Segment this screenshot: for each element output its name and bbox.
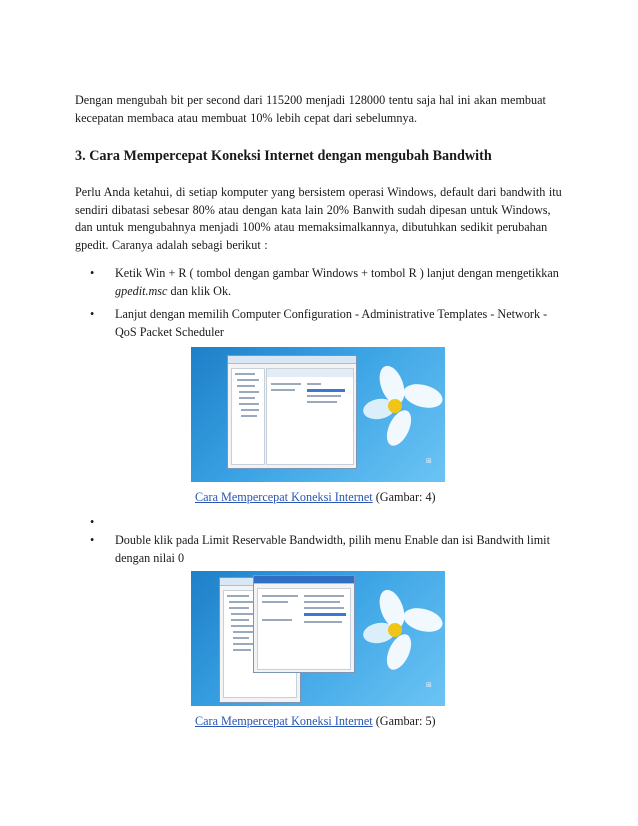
section-heading: 3. Cara Mempercepat Koneksi Internet dengan mengubah Bandwith: [75, 148, 492, 164]
bullet-dot: •: [90, 533, 95, 547]
bullet-dot: •: [90, 515, 95, 529]
bullet-text-part: dan klik Ok.: [167, 283, 232, 298]
article-link[interactable]: Cara Mempercepat Koneksi Internet: [195, 714, 373, 728]
window: [227, 355, 357, 469]
bullet-text-part: Ketik Win + R ( tombol dengan gambar Windows + tombol R ) lanjut dengan mengetikkan: [115, 266, 559, 280]
bullet-item: [90, 265, 565, 301]
bullet-item: [90, 514, 565, 532]
command-text: gpedit.msc: [115, 283, 168, 298]
windows-logo-icon: ⊞: [426, 681, 432, 689]
figure-label: (Gambar: 5): [375, 714, 436, 728]
bullet-dot: •: [90, 266, 95, 280]
dialog-window: [253, 575, 355, 673]
bullet-item: [90, 532, 565, 568]
bullet-text: [115, 265, 565, 300]
screenshot-image-bandwidth-setting: [191, 571, 445, 706]
screenshot-image-gpedit: [191, 347, 445, 482]
intro-paragraph: Dengan mengubah bit per second dari 115200 menjadi 128000 tentu saja hal ini akan membuat kecepatan membaca atau membuat 10% lebih cepat dari sebelumnya.: [75, 93, 546, 125]
figure-label: (Gambar: 4): [375, 490, 436, 504]
section-paragraph: Perlu Anda ketahui, di setiap komputer yang bersistem operasi Windows, default dari bandwith itu sendiri dibatasi sebesar 80% atau dengan kata lain 20% Banwith sudah dipesan untuk Windows, dan untuk mengubahnya menjadi 100% atau memaksimalkannya, dibutuhkan sedikit perubahan gpedit. Caranya adalah sebagi berikut :: [75, 185, 562, 252]
article-link[interactable]: Cara Mempercepat Koneksi Internet: [195, 490, 373, 504]
bullet-text: Double klik pada Limit Reservable Bandwidth, pilih menu Enable dan isi Bandwith limit dengan nilai 0: [115, 533, 550, 565]
windows-logo-icon: ⊞: [426, 457, 432, 465]
figure-caption: [195, 489, 436, 505]
bullet-text: Lanjut dengan memilih Computer Configuration - Administrative Templates - Network - QoS Packet Scheduler: [115, 307, 548, 339]
bullet-dot: •: [90, 307, 95, 321]
figure-caption: [195, 713, 436, 729]
bullet-item: [90, 306, 565, 342]
